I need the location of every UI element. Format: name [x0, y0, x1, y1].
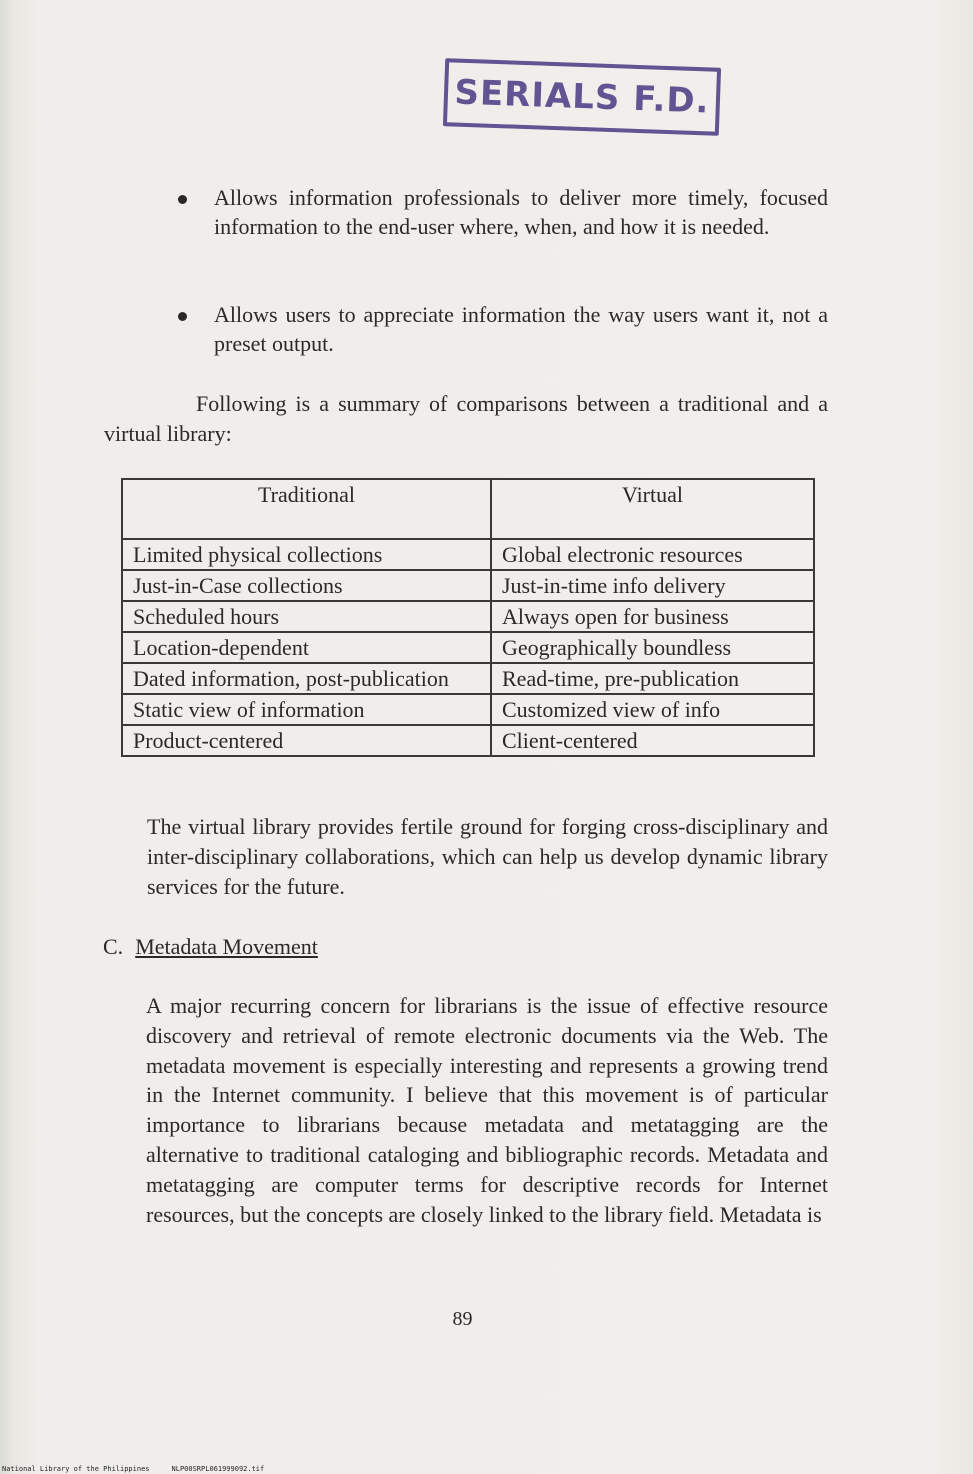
section-title: Metadata Movement [135, 934, 318, 959]
footer-library: National Library of the Philippines [2, 1465, 150, 1473]
virtual-cell: Just-in-time info delivery [491, 570, 814, 601]
comparison-table [121, 478, 815, 757]
table-header-row [122, 479, 814, 539]
intro-paragraph [104, 389, 828, 449]
section-text: A major recurring concern for librarians is the issue of effective resource discovery and retrieval of remote electronic documents via the Web. The metadata movement is especially interesting and represents a growing trend in the Internet community. I believe that this movement is of particular importance to librarians because metadata and metatagging are the alternative to traditional cataloging and bibliographic records. Metadata and metatagging are computer terms for descriptive records for Internet resources, but the concepts are closely linked to the library field. Metadata is [146, 993, 828, 1227]
table-row [122, 663, 814, 694]
after-table-text: The virtual library provides fertile ground for forging cross-disciplinary and inter-disciplinary collaborations, which can help us develop dynamic library services for the future. [147, 814, 828, 899]
virtual-cell: Global electronic resources [491, 539, 814, 570]
virtual-cell: Read-time, pre-publication [491, 663, 814, 694]
column-header-traditional: Traditional [122, 479, 491, 539]
table-row [122, 632, 814, 663]
table-row [122, 725, 814, 756]
table-row [122, 539, 814, 570]
traditional-cell: Limited physical collections [122, 539, 491, 570]
traditional-cell: Product-centered [122, 725, 491, 756]
section-heading [103, 932, 318, 962]
column-header-virtual: Virtual [491, 479, 814, 539]
traditional-cell: Scheduled hours [122, 601, 491, 632]
traditional-cell: Dated information, post-publication [122, 663, 491, 694]
page-number: 89 [452, 1308, 473, 1330]
traditional-cell: Location-dependent [122, 632, 491, 663]
footer-filename: NLP00SRPL061999092.tif [171, 1465, 265, 1473]
bullet-icon [178, 312, 187, 321]
after-table-paragraph [147, 812, 828, 901]
intro-text: Following is a summary of comparisons between a traditional and a virtual library: [104, 391, 828, 446]
section-letter: C. [103, 934, 124, 959]
table-row [122, 694, 814, 725]
virtual-cell: Customized view of info [491, 694, 814, 725]
bullet-icon [178, 195, 187, 204]
bullet-item: Allows users to appreciate information the way users want it, not a preset output. [214, 302, 828, 356]
traditional-cell: Just-in-Case collections [122, 570, 491, 601]
virtual-cell: Geographically boundless [491, 632, 814, 663]
virtual-cell: Always open for business [491, 601, 814, 632]
serials-stamp: SERIALS F.D. [443, 58, 721, 136]
table-row [122, 601, 814, 632]
traditional-cell: Static view of information [122, 694, 491, 725]
virtual-cell: Client-centered [491, 725, 814, 756]
section-paragraph [146, 991, 828, 1229]
bullet-item: Allows information professionals to deliver more timely, focused information to the end-user where, when, and how it is needed. [214, 185, 828, 239]
scan-footer [2, 1465, 286, 1473]
table-row [122, 570, 814, 601]
